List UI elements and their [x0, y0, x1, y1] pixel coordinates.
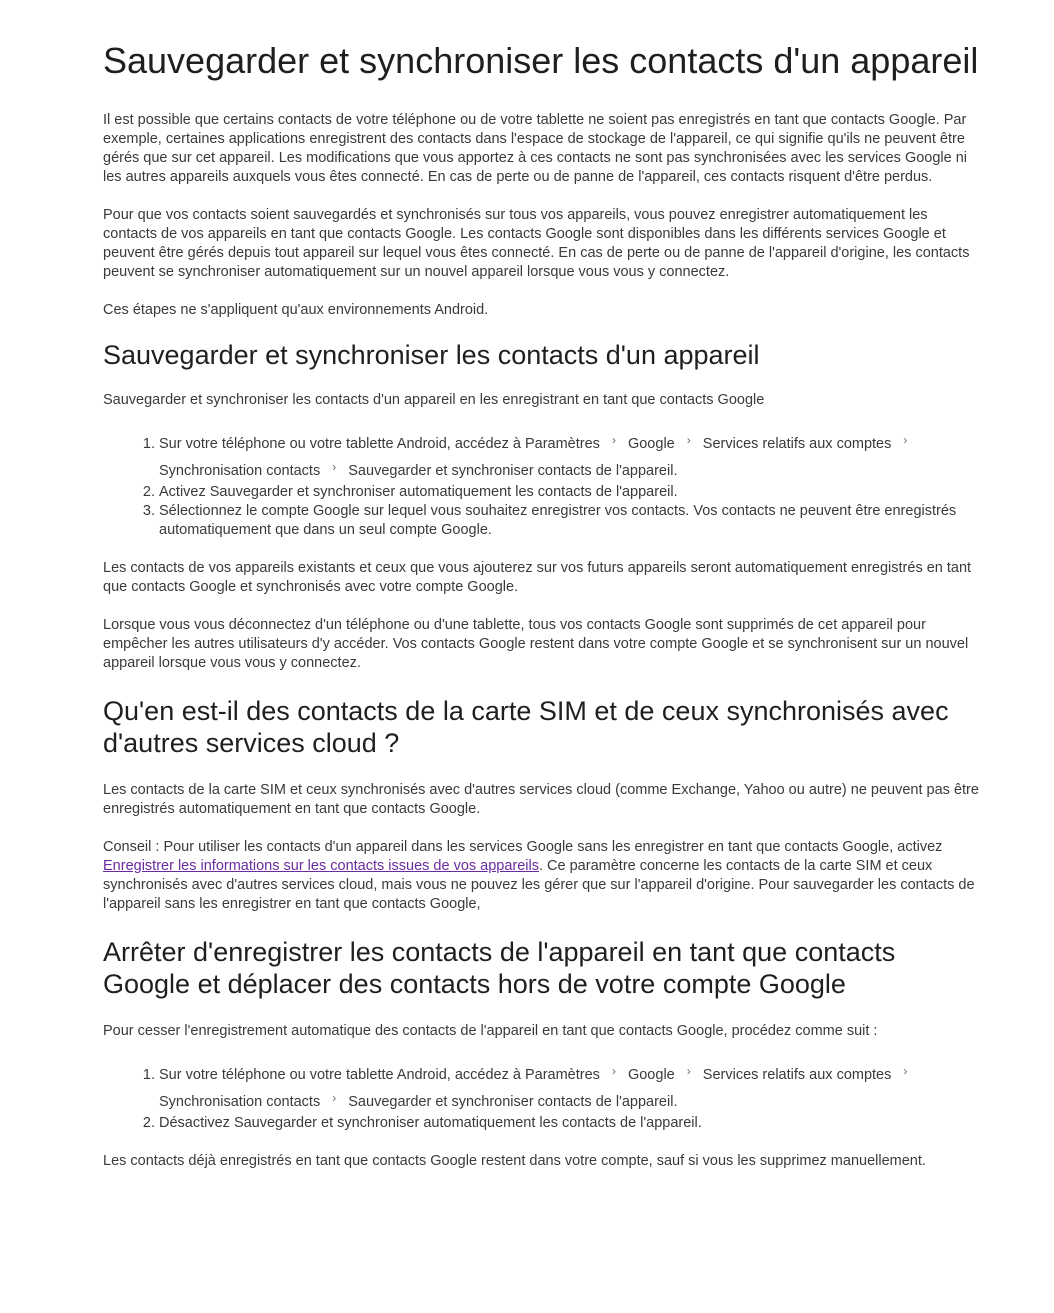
breadcrumb-account-services: Services relatifs aux comptes	[702, 436, 892, 452]
section3-step-2: 2. Désactivez Sauvegarder et synchroniser automatiquement les contacts de l'appareil.	[159, 1114, 984, 1133]
breadcrumb-backup-device-contacts: Sauvegarder et synchroniser contacts de l'appareil.	[348, 1094, 678, 1110]
section3-step-1	[159, 1060, 984, 1114]
chevron-right-icon: ›	[686, 1064, 691, 1078]
section1-paragraph-2: Lorsque vous vous déconnectez d'un téléphone ou d'une tablette, tous vos contacts Google sont supprimés de cet appareil pour empêcher les autres utilisateurs d'y accéder. Vos contacts Google restent dans votre compte Google et se synchronisent sur un nouvel appareil lorsque vous vous y connectez.	[103, 617, 969, 671]
intro-paragraph-3: Ces étapes ne s'appliquent qu'aux environnements Android.	[103, 302, 489, 318]
chevron-right-icon: ›	[332, 460, 337, 474]
section1-step-2: 2. Activez Sauvegarder et synchroniser automatiquement les contacts de l'appareil.	[159, 483, 984, 502]
section3-steps	[103, 1060, 984, 1133]
chevron-right-icon: ›	[611, 433, 616, 447]
breadcrumb-google: Google	[627, 1067, 675, 1083]
section1-steps	[103, 429, 984, 540]
chevron-right-icon: ›	[903, 433, 908, 447]
section1-step-3: 3. Sélectionnez le compte Google sur lequel vous souhaitez enregistrer vos contacts. Vos contacts ne peuvent être enregistrés automatiquement que dans un seul compte Google.	[159, 502, 984, 540]
device-contacts-info-link[interactable]: Enregistrer les informations sur les contacts issues de vos appareils	[103, 858, 539, 874]
step-text: Sur votre téléphone ou votre tablette Android, accédez à Paramètres	[159, 1067, 600, 1083]
section1-step-1	[159, 429, 984, 483]
intro-paragraph-1: Il est possible que certains contacts de votre téléphone ou de votre tablette ne soient pas enregistrés en tant que contacts Google. Par exemple, certaines applications enregistrent des contacts dans l'espace de stockage de l'appareil, ce qui signifie qu'ils ne peuvent être gérés que sur cet appareil. Les modifications que vous apportez à ces contacts ne sont pas synchronisées avec les services Google ni les autres appareils auxquels vous êtes connecté. En cas de perte ou de panne de l'appareil, ces contacts risquent d'être perdus.	[103, 112, 968, 185]
section1-paragraph-1: Les contacts de vos appareils existants et ceux que vous ajouterez sur vos futurs appareils seront automatiquement enregistrés en tant que contacts Google et synchronisés avec votre compte Google.	[103, 560, 972, 595]
tip-text-after: . Ce paramètre concerne les contacts de la carte SIM et ceux synchronisés avec d'autres services cloud, mais vous ne pouvez les gérer que sur l'appareil d'origine. Pour sauvegarder les contacts de l'appareil sans les enregistrer en tant que contacts Google,	[103, 858, 975, 912]
page-title: Sauvegarder et synchroniser les contacts d'un appareil	[103, 40, 979, 81]
chevron-right-icon: ›	[332, 1091, 337, 1105]
chevron-right-icon: ›	[611, 1064, 616, 1078]
section-heading-backup-sync: Sauvegarder et synchroniser les contacts d'un appareil	[103, 340, 760, 370]
section-heading-sim-cloud: Qu'en est-il des contacts de la carte SIM et de ceux synchronisés avec d'autres services cloud ?	[103, 696, 949, 758]
chevron-right-icon: ›	[903, 1064, 908, 1078]
step-text: Sur votre téléphone ou votre tablette Android, accédez à Paramètres	[159, 436, 600, 452]
breadcrumb-google: Google	[627, 436, 675, 452]
breadcrumb-account-services: Services relatifs aux comptes	[702, 1067, 892, 1083]
section-heading-stop-saving: Arrêter d'enregistrer les contacts de l'appareil en tant que contacts Google et déplacer des contacts hors de votre compte Google	[103, 937, 896, 999]
section3-paragraph-1: Les contacts déjà enregistrés en tant que contacts Google restent dans votre compte, sauf si vous les supprimez manuellement.	[103, 1153, 926, 1169]
breadcrumb-contacts-sync: Synchronisation contacts	[159, 1094, 321, 1110]
tip-text-before: Conseil : Pour utiliser les contacts d'un appareil dans les services Google sans les enregistrer en tant que contacts Google, activez	[103, 839, 943, 855]
intro-paragraph-2: Pour que vos contacts soient sauvegardés et synchronisés sur tous vos appareils, vous pouvez enregistrer automatiquement les contacts de vos appareils en tant que contacts Google. Les contacts Google sont disponibles dans les différents services Google et peuvent être gérés depuis tout appareil sur lequel vous êtes connecté. En cas de perte ou de panne de l'appareil d'origine, les contacts peuvent se synchroniser automatiquement sur un nouvel appareil lorsque vous vous y connectez.	[103, 207, 970, 280]
section3-lead: Pour cesser l'enregistrement automatique des contacts de l'appareil en tant que contacts Google, procédez comme suit :	[103, 1023, 878, 1039]
section1-lead: Sauvegarder et synchroniser les contacts d'un appareil en les enregistrant en tant que contacts Google	[103, 392, 765, 408]
chevron-right-icon: ›	[686, 433, 691, 447]
tip-paragraph	[103, 838, 984, 914]
breadcrumb-backup-device-contacts: Sauvegarder et synchroniser contacts de l'appareil.	[348, 463, 678, 479]
section2-paragraph-1: Les contacts de la carte SIM et ceux synchronisés avec d'autres services cloud (comme Exchange, Yahoo ou autre) ne peuvent pas être enregistrés automatiquement en tant que contacts Google.	[103, 782, 979, 817]
breadcrumb-contacts-sync: Synchronisation contacts	[159, 463, 321, 479]
